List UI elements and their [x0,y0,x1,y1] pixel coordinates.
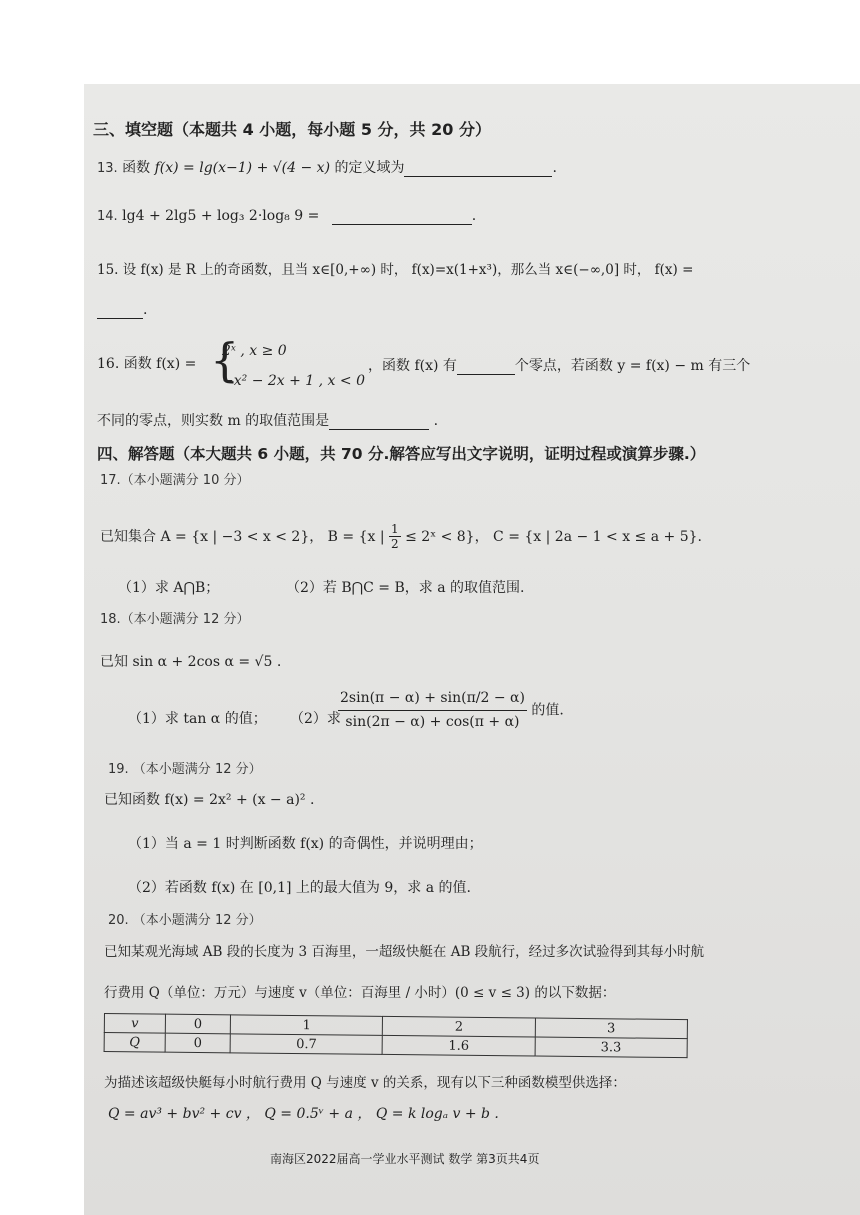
q17-given-text: 已知集合 A = {x | −3 < x < 2}， B = {x | [100,528,385,545]
q20-data-table [104,1013,688,1058]
table-cell: 3.3 [535,1037,688,1058]
q16-blank-1 [457,374,515,375]
q13-expression: f(x) = lg(x−1) + √(4 − x) [154,160,331,176]
q17-frac-num: 1 [391,522,399,536]
table-cell: 0 [165,1033,230,1053]
page-footer: 南海区2022届高一学业水平测试 数学 第3页共4页 [270,1152,540,1166]
q14-end: . [471,208,477,224]
q18-p2-end: 的值. [531,702,564,719]
question-13 [97,160,557,177]
table-cell: 2 [383,1016,535,1037]
q15-answer-blank [97,318,143,319]
q17-frac-den: 2 [391,537,399,552]
q16-case-1: 2ˣ , x ≥ 0 [222,343,287,359]
q17-given [100,522,702,552]
q20-line-1: 已知某观光海域 AB 段的长度为 3 百海里，一超级快艇在 AB 段航行，经过多次试验得到其每小时航 [104,944,705,960]
q18-frac-num: 2sin(π − α) + sin(π/2 − α) [338,690,527,711]
q18-part-1: （1）求 tan α 的值； [128,711,267,727]
q19-given: 已知函数 f(x) = 2x² + (x − a)² . [104,792,315,808]
section-4-heading: 四、解答题（本大题共 6 小题，共 70 分.解答应写出文字说明，证明过程或演算步骤.） [97,445,706,463]
q16-case-2: −x² − 2x + 1 , x < 0 [222,373,365,389]
q17-title: 17.（本小题满分 10 分） [100,473,250,488]
q16-mid-text-2: 个零点，若函数 y = f(x) − m 有三个 [514,358,751,374]
q18-given: 已知 sin α + 2cos α = √5 . [100,654,282,670]
q14-number: 14. [97,209,118,224]
q18-frac [338,690,527,731]
table-cell: 0 [165,1014,230,1034]
q19-part-1: （1）当 a = 1 时判断函数 f(x) 的奇偶性，并说明理由； [128,836,483,852]
q16-pre: 16. 函数 f(x) = [97,356,197,372]
question-15: 15. 设 f(x) 是 R 上的奇函数，且当 x∈[0,+∞) 时， f(x)=x(1+x³)，那么当 x∈(−∞,0] 时， f(x) = [97,262,694,278]
q16-mid-text: ，函数 f(x) 有 [368,358,457,374]
q15-blank-line [97,302,147,319]
q20-title: 20. （本小题满分 12 分） [108,913,262,928]
q14-answer-blank [332,224,472,225]
q16-blank-2 [329,429,429,430]
q17-fraction [389,522,401,552]
table-cell: 0.7 [230,1034,382,1055]
q16-brace: { [210,333,240,387]
q16-middle [368,358,750,375]
table-cell: 1.6 [383,1035,535,1056]
q20-line-3: 为描述该超级快艇每小时航行费用 Q 与速度 v 的关系，现有以下三种函数模型供选择： [104,1075,626,1091]
q18-title: 18.（本小题满分 12 分） [100,612,250,627]
q17-part-2: （2）若 B⋂C = B，求 a 的取值范围. [286,580,525,596]
table-cell: 3 [535,1018,688,1039]
q16-line-2 [97,413,438,430]
q16-end: . [433,413,439,429]
q13-post: 的定义域为 [334,160,405,176]
q16-line2-text: 不同的零点，则实数 m 的取值范围是 [97,413,330,429]
q18-part-2: （2）求 [290,711,341,727]
q14-expression: lg4 + 2lg5 + log₃ 2·log₈ 9 = [122,208,320,224]
table-cell: 1 [230,1015,382,1036]
table-cell: v [104,1014,165,1034]
q17-part-1: （1）求 A⋂B； [118,580,220,596]
q19-title: 19. （本小题满分 12 分） [108,762,262,777]
q17-given-b: ≤ 2ˣ < 8}， C = {x | 2a − 1 < x ≤ a + 5}. [405,528,702,545]
q13-pre: 函数 [122,160,151,176]
q19-part-2: （2）若函数 f(x) 在 [0,1] 上的最大值为 9，求 a 的值. [128,880,471,896]
q18-fraction [338,690,564,731]
question-14 [97,208,476,225]
table-cell: Q [104,1033,165,1053]
q18-frac-den: sin(2π − α) + cos(π + α) [345,713,520,730]
q15-end: . [143,302,148,318]
q13-end: . [552,160,557,176]
q20-line-2: 行费用 Q（单位：万元）与速度 v（单位：百海里 / 小时）(0 ≤ v ≤ 3) 的以下数据： [104,985,616,1001]
q20-models: Q = av³ + bv² + cv ， Q = 0.5ᵛ + a ， Q = k logₐ v + b . [108,1106,499,1122]
q13-number: 13. [97,161,118,176]
section-3-heading: 三、填空题（本题共 4 小题，每小题 5 分，共 20 分） [93,120,491,139]
q13-answer-blank [404,176,552,177]
